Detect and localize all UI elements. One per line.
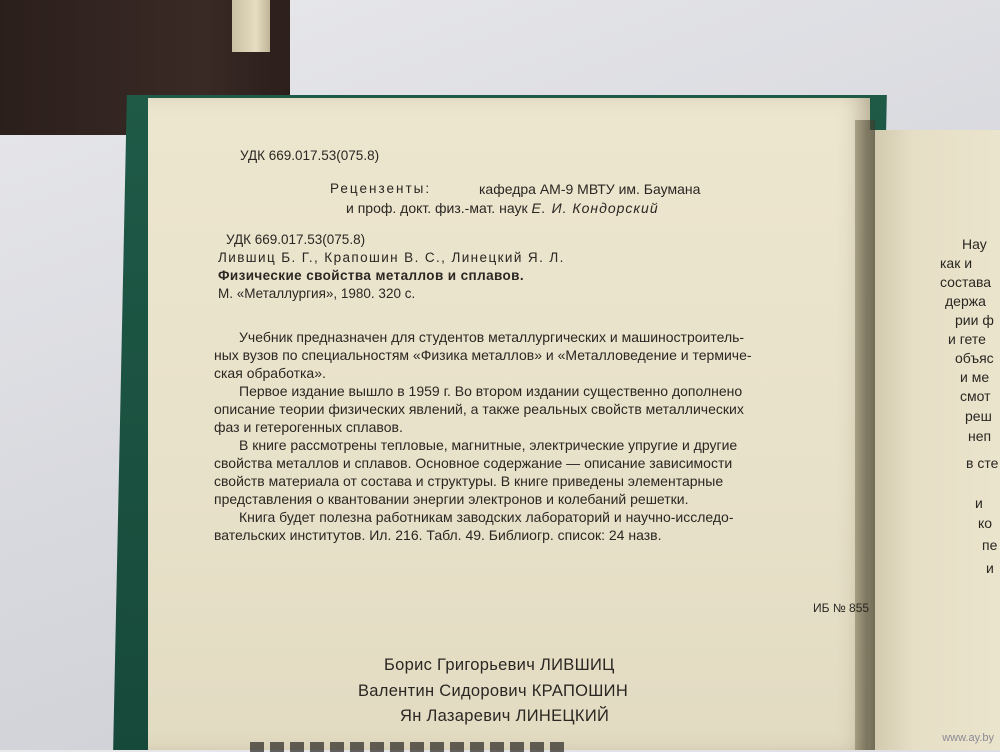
right-fragment-9: смот: [960, 388, 991, 404]
right-fragment-2: как и: [940, 255, 973, 271]
udk-card: УДК 669.017.53(075.8): [226, 232, 366, 247]
book-gutter: [855, 120, 875, 750]
background-book-edge: [270, 0, 290, 90]
annotation-line-8: свойства металлов и сплавов. Основное содержание — описание зависимости: [214, 455, 733, 471]
ib-number: ИБ № 855: [813, 601, 870, 615]
authors-line: Лившиц Б. Г., Крапошин В. С., Линецкий Я. Л.: [218, 250, 565, 265]
reviewers-line-1: кафедра АМ-9 МВТУ им. Баумана: [479, 181, 701, 197]
right-fragment-11: неп: [968, 428, 992, 444]
right-fragment-5: рии ф: [955, 312, 994, 328]
udk-top: УДК 669.017.53(075.8): [240, 148, 380, 163]
annotation-line-1: Учебник предназначен для студентов металлургических и машиностроитель-: [239, 329, 745, 345]
annotation-line-9: свойств материала от состава и структуры. В книге приведены элементарные: [214, 473, 724, 489]
right-fragment-14: ко: [978, 515, 993, 531]
annotation-line-4: Первое издание вышло в 1959 г. Во втором издании существенно дополнено: [239, 383, 743, 399]
right-fragment-4: держа: [945, 293, 986, 309]
reviewers-line-2: [346, 200, 659, 216]
right-fragment-3: состава: [940, 274, 992, 290]
annotation-line-11: Книга будет полезна работникам заводских лабораторий и научно-исследо-: [239, 509, 734, 525]
right-fragment-13: и: [975, 495, 983, 511]
annotation-line-7: В книге рассмотрены тепловые, магнитные, электрические упругие и другие: [239, 437, 738, 453]
right-fragment-7: объяс: [955, 350, 994, 366]
right-fragment-16: и: [986, 560, 994, 576]
right-fragment-6: и гете: [948, 331, 986, 347]
author-name-2: Валентин Сидорович КРАПОШИН: [358, 682, 629, 700]
annotation-line-6: фаз и гетерогенных сплавов.: [214, 419, 403, 435]
annotation-line-12: вательских институтов. Ил. 216. Табл. 49. Библиогр. список: 24 назв.: [214, 527, 662, 543]
annotation-line-10: представления о квантовании энергии электронов и колебаний решетки.: [214, 491, 689, 507]
right-fragment-12: в сте: [966, 455, 999, 471]
author-name-3: Ян Лазаревич ЛИНЕЦКИЙ: [400, 707, 610, 725]
reviewers-label: Рецензенты:: [330, 181, 432, 196]
reviewer-name: Е. И. Кондорский: [531, 200, 659, 216]
publisher-line: М. «Металлургия», 1980. 320 с.: [218, 286, 416, 301]
right-fragment-8: и ме: [960, 369, 990, 385]
right-fragment-1: Нау: [962, 236, 987, 252]
author-name-1: Борис Григорьевич ЛИВШИЦ: [384, 656, 615, 674]
watermark: www.ay.by: [942, 732, 994, 744]
cut-off-text-line: [250, 742, 570, 752]
annotation-line-2: ных вузов по специальностям «Физика металлов» и «Металловедение и термиче-: [214, 347, 752, 363]
right-fragment-15: пе: [982, 537, 998, 553]
background-book-pages: [232, 0, 272, 52]
reviewers-line-2-prefix: и проф. докт. физ.-мат. наук: [346, 200, 528, 216]
book-title: Физические свойства металлов и сплавов.: [218, 268, 525, 283]
right-fragment-10: реш: [965, 408, 992, 424]
annotation-line-3: ская обработка».: [214, 365, 326, 381]
annotation-line-5: описание теории физических явлений, а также реальных свойств металлических: [214, 401, 744, 417]
